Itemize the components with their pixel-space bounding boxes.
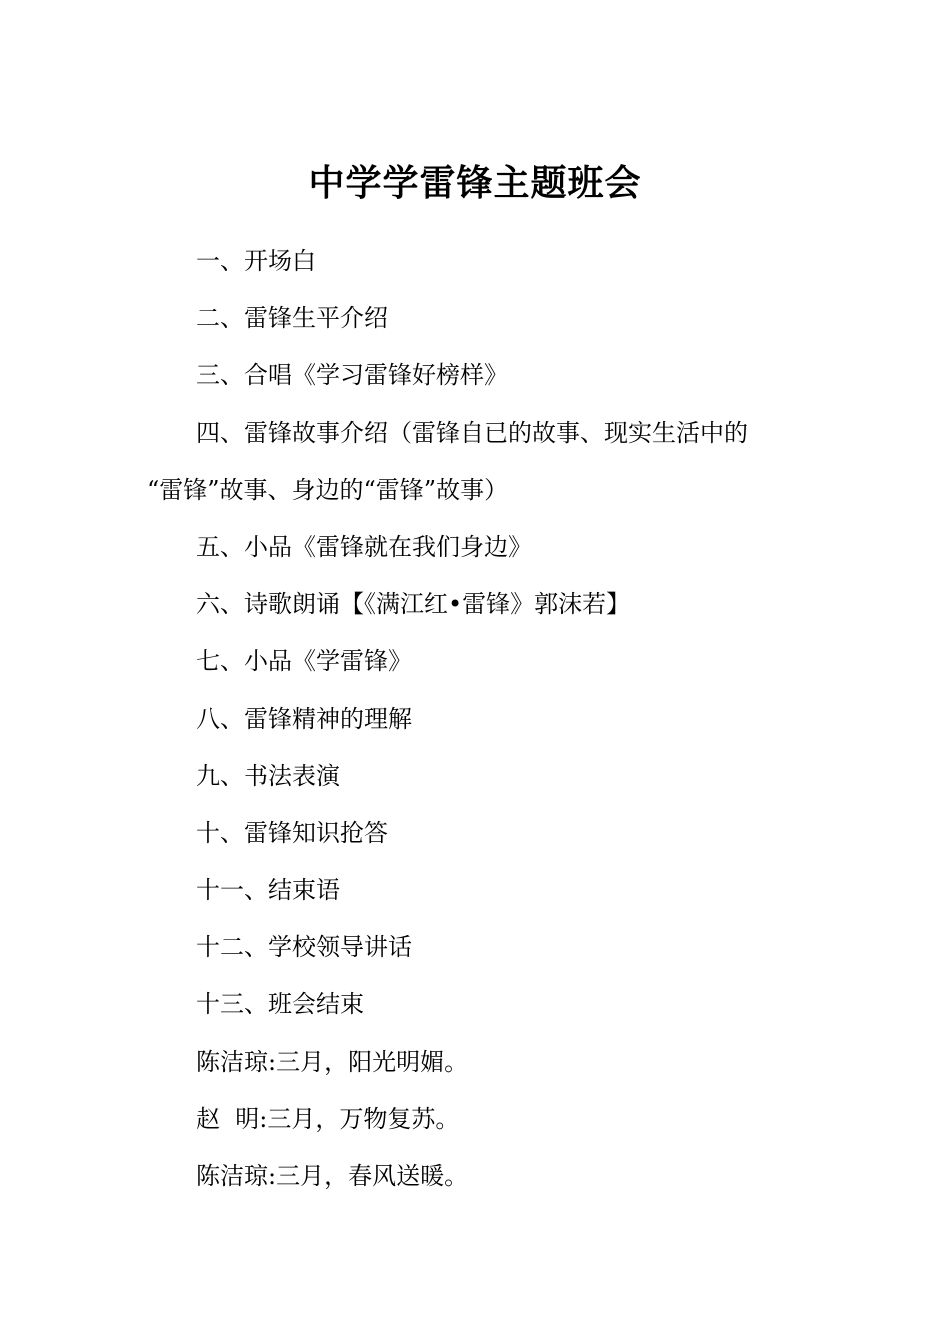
paragraph-line: 十一、结束语 [196,876,340,905]
paragraph-line: 一、开场白 [196,247,316,275]
dialogue-line: 赵 明:三月，万物复苏。 [196,1104,460,1133]
paragraph-line: 七、小品《学雷锋》 [196,647,412,676]
paragraph-line-continuation: “雷锋”故事、身边的“雷锋”故事） [147,475,509,504]
paragraph-line: 三、合唱《学习雷锋好榜样》 [196,361,508,390]
document-body [147,233,817,1205]
document-title: 中学学雷锋主题班会 [308,163,642,204]
paragraph-line: 八、雷锋精神的理解 [196,704,412,733]
paragraph-line: 六、诗歌朗诵【《满江红•雷锋》郭沫若】 [196,590,631,619]
paragraph-line: 十三、班会结束 [196,990,364,1019]
paragraph-line: 九、书法表演 [196,761,340,790]
paragraph-line: 四、雷锋故事介绍（雷锋自已的故事、现实生活中的 [196,418,748,447]
dialogue-line: 陈洁琼:三月，阳光明媚。 [196,1047,469,1076]
paragraph-line: 二、雷锋生平介绍 [196,304,388,333]
dialogue-line: 陈洁琼:三月，春风送暖。 [196,1162,469,1190]
paragraph-line: 十二、学校领导讲话 [196,933,412,962]
paragraph-line: 五、小品《雷锋就在我们身边》 [196,532,532,561]
paragraph-line: 十、雷锋知识抢答 [196,818,388,847]
